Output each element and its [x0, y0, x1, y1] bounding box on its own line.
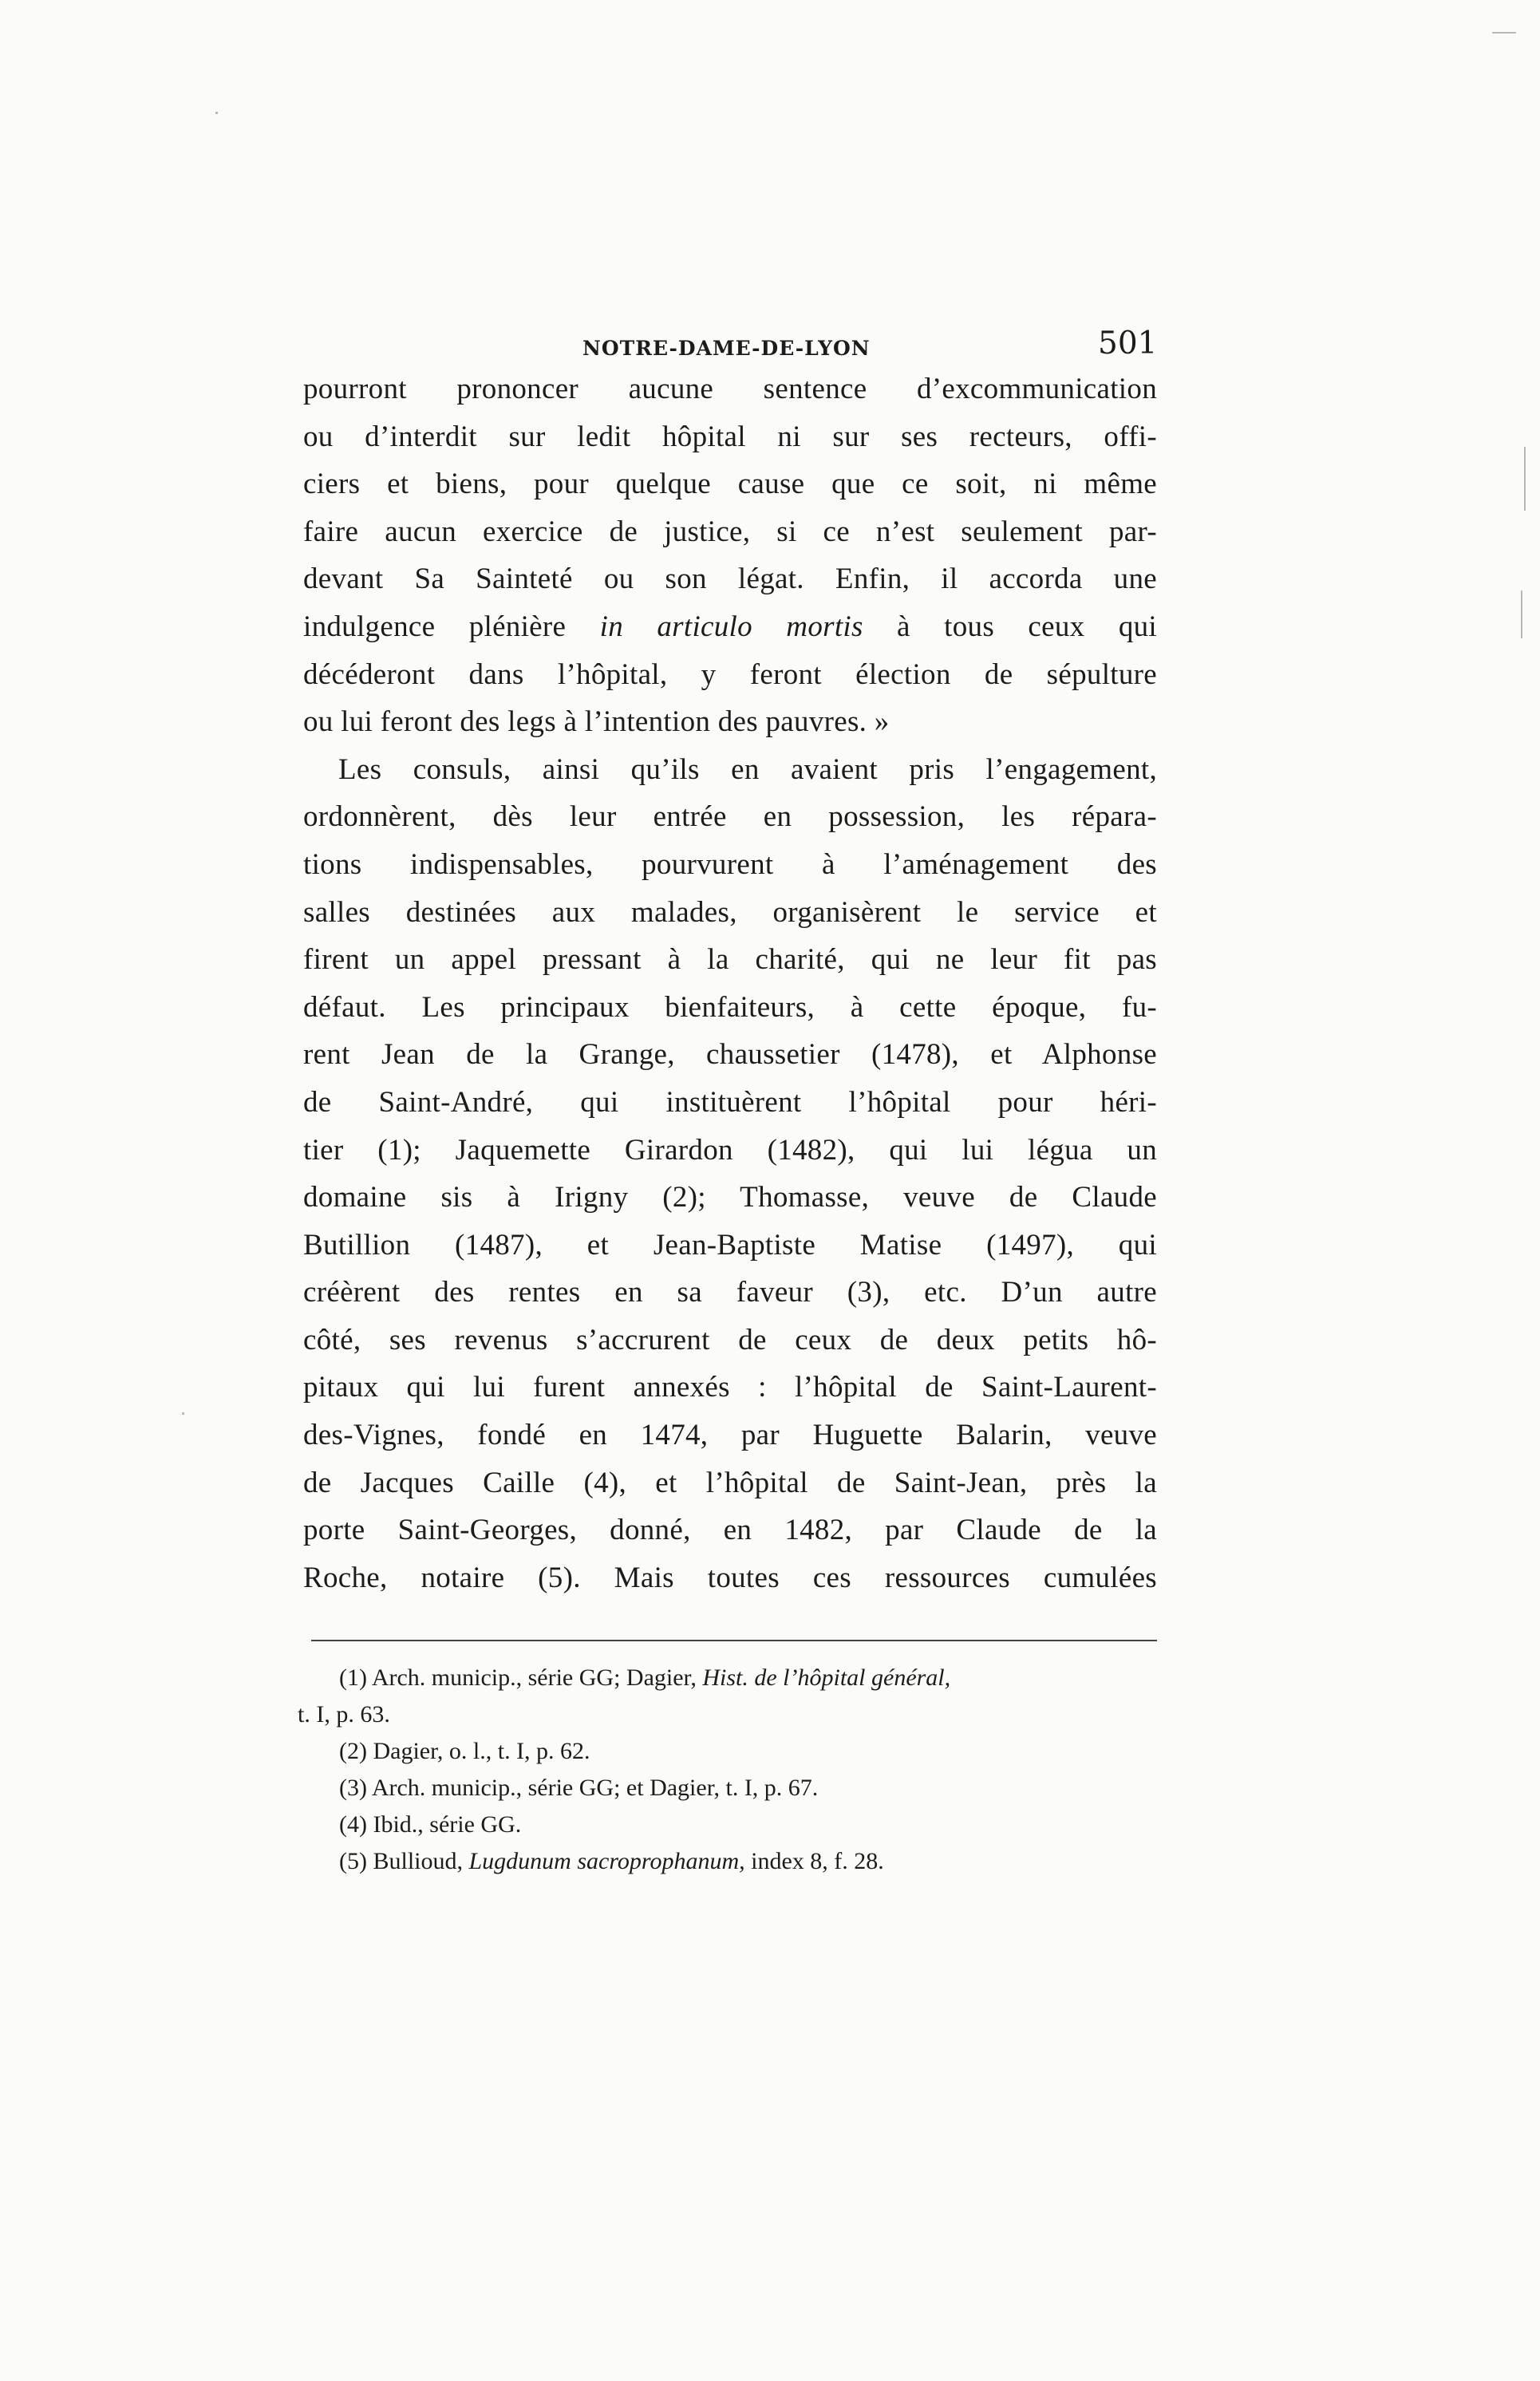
- footnote-title: Hist. de l’hôpital général,: [702, 1664, 951, 1691]
- footnote: [339, 1843, 1177, 1880]
- text-line: [303, 603, 1157, 651]
- text-line: défaut. Les principaux bienfaiteurs, à cette époque, fu-: [303, 990, 1157, 1024]
- page-number: 501: [1098, 326, 1158, 361]
- footnote-divider: [311, 1640, 1157, 1641]
- text-line: pourront prononcer aucune sentence d’excommunication: [303, 373, 1157, 405]
- text-line: ou d’interdit sur ledit hôpital ni sur ses recteurs, offi-: [303, 420, 1157, 453]
- text-line: rent Jean de la Grange, chaussetier (1478), et Alphonse: [303, 1038, 1157, 1072]
- text-line: faire aucun exercice de justice, si ce n’est seulement par-: [303, 515, 1157, 548]
- paragraph-start-line: Les consuls, ainsi qu’ils en avaient pris l’engagement,: [338, 752, 1157, 786]
- text-line: domaine sis à Irigny (2); Thomasse, veuve de Claude: [303, 1181, 1157, 1214]
- scan-speck: [1524, 447, 1526, 511]
- footnote: (3) Arch. municip., série GG; et Dagier, t. I, p. 67.: [339, 1775, 819, 1801]
- footnote-text: (5) Bullioud,: [339, 1848, 469, 1874]
- text-line: Butillion (1487), et Jean-Baptiste Matise (1497), qui: [303, 1228, 1157, 1262]
- scan-speck: [1492, 32, 1516, 34]
- footnote-title: Lugdunum sacroprophanum,: [468, 1848, 745, 1874]
- scan-speck: [1521, 590, 1522, 638]
- italic-phrase: in articulo mortis: [599, 610, 863, 643]
- text-line: devant Sa Sainteté ou son légat. Enfin, il accorda une: [303, 563, 1157, 596]
- text-line: ciers et biens, pour quelque cause que ce soit, ni même: [303, 468, 1157, 501]
- text-line: ordonnèrent, dès leur entrée en possession, les répara-: [303, 800, 1157, 834]
- text-line: pitaux qui lui furent annexés : l’hôpital de Saint-Laurent-: [303, 1371, 1157, 1404]
- scan-speck: [182, 1412, 184, 1415]
- footnote: (4) Ibid., série GG.: [339, 1811, 522, 1838]
- footnote-text: index 8, f. 28.: [744, 1848, 884, 1874]
- text-line: porte Saint-Georges, donné, en 1482, par Claude de la: [303, 1514, 1157, 1547]
- body-text: [303, 365, 1157, 1601]
- text-line: de Jacques Caille (4), et l’hôpital de Saint-Jean, près la: [303, 1466, 1157, 1499]
- footnote: (2) Dagier, o. l., t. I, p. 62.: [339, 1738, 590, 1764]
- text-line: tions indispensables, pourvurent à l’aménagement des: [303, 847, 1157, 881]
- text-run: indulgence plénière: [303, 610, 600, 643]
- text-line: créèrent des rentes en sa faveur (3), etc. D’un autre: [303, 1276, 1157, 1309]
- text-line: Roche, notaire (5). Mais toutes ces ressources cumulées: [303, 1561, 1157, 1594]
- text-line: firent un appel pressant à la charité, qui ne leur fit pas: [303, 943, 1157, 977]
- text-line: de Saint-André, qui instituèrent l’hôpital pour héri-: [303, 1085, 1157, 1119]
- footnote-text: (1) Arch. municip., série GG; Dagier,: [339, 1664, 703, 1691]
- text-line: des-Vignes, fondé en 1474, par Huguette Balarin, veuve: [303, 1419, 1157, 1452]
- text-run: à tous ceux qui: [863, 610, 1157, 643]
- text-line: tier (1); Jaquemette Girardon (1482), qui lui légua un: [303, 1133, 1157, 1167]
- footnote: [339, 1660, 1177, 1696]
- text-line: côté, ses revenus s’accrurent de ceux de deux petits hô-: [303, 1323, 1157, 1356]
- footnotes: [298, 1660, 1177, 1880]
- running-title: NOTRE-DAME-DE-LYON: [582, 337, 871, 360]
- text-line: salles destinées aux malades, organisèrent le service et: [303, 895, 1157, 929]
- scan-speck: [215, 112, 218, 114]
- footnote-continuation: t. I, p. 63.: [298, 1701, 390, 1728]
- text-line: ou lui feront des legs à l’intention des pauvres. »: [303, 705, 890, 739]
- text-line: décéderont dans l’hôpital, y feront élection de sépulture: [303, 657, 1157, 691]
